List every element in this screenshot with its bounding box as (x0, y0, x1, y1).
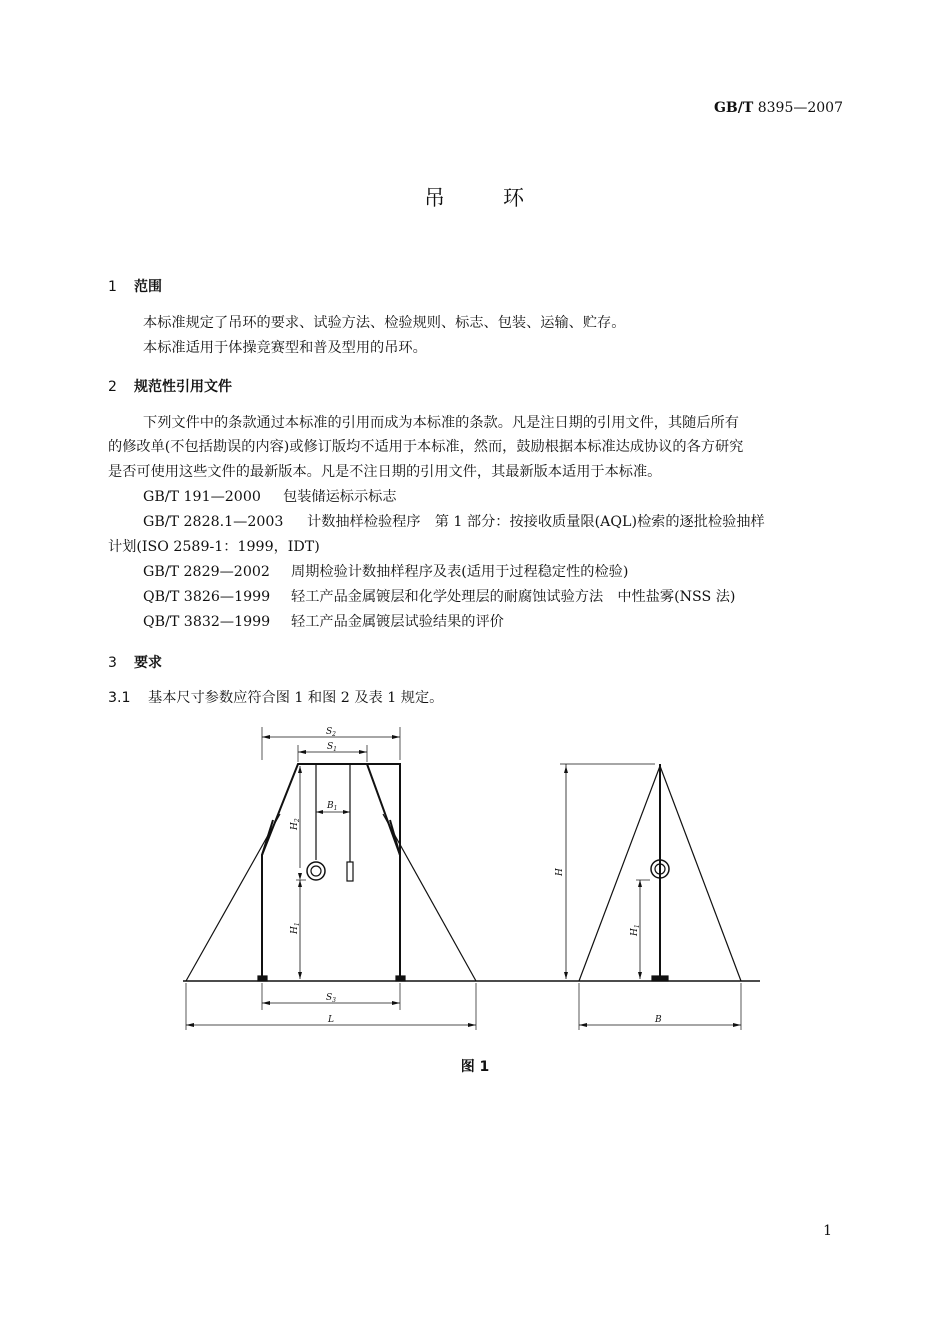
section-3-heading: 3 要求 (108, 655, 162, 671)
label-h1-side: $H_1$ (630, 924, 641, 936)
label-h: H (555, 868, 565, 876)
section-2-intro-line: 是否可使用这些文件的最新版本。凡是不注日期的引用文件，其最新版本适用于本标准。 (108, 464, 662, 480)
section-1-paragraph: 本标准适用于体操竞赛型和普及型用的吊环。 (143, 340, 427, 356)
reference-item-continuation: 计划(ISO 2589-1：1999，IDT) (108, 539, 320, 555)
label-s3: $S_3$ (326, 993, 336, 1004)
label-b: B (655, 1015, 662, 1025)
section-1-heading: 1 范围 (108, 279, 162, 295)
standard-number: GB/T 8395—2007 (713, 100, 843, 116)
figure-caption: 图 1 (460, 1059, 490, 1075)
label-h1: $H_1$ (290, 922, 301, 934)
page-number: 1 (823, 1223, 832, 1239)
label-h2: $H_2$ (290, 818, 301, 830)
label-s2: $S_2$ (326, 727, 336, 738)
section-2-intro-line: 下列文件中的条款通过本标准的引用而成为本标准的条款。凡是注日期的引用文件，其随后所有 (143, 415, 739, 431)
reference-item: GB/T 2828.1—2003 计数抽样检验程序 第 1 部分：按接收质量限(AQL)检索的逐批检验抽样 (143, 514, 765, 530)
section-1-paragraph: 本标准规定了吊环的要求、试验方法、检验规则、标志、包装、运输、贮存。 (143, 315, 626, 331)
reference-item: QB/T 3826—1999 轻工产品金属镀层和化学处理层的耐腐蚀试验方法 中性盐雾(NSS 法) (143, 589, 736, 605)
label-s1: $S_1$ (327, 742, 337, 753)
label-l: L (328, 1015, 334, 1025)
reference-item: GB/T 2829—2002 周期检验计数抽样程序及表(适用于过程稳定性的检验) (143, 564, 629, 580)
section-2-heading: 2 规范性引用文件 (108, 379, 232, 395)
reference-item: GB/T 191—2000 包装储运标示标志 (143, 489, 397, 505)
reference-item: QB/T 3832—1999 轻工产品金属镀层试验结果的评价 (143, 614, 504, 630)
section-2-intro-line: 的修改单(不包括勘误的内容)或修订版均不适用于本标准，然而，鼓励根据本标准达成协议的各方研究 (108, 439, 744, 455)
clause-3-1: 3.1 基本尺寸参数应符合图 1 和图 2 及表 1 规定。 (108, 690, 444, 706)
document-title: 吊 环 (424, 186, 526, 210)
label-b1: $B_1$ (327, 801, 338, 812)
